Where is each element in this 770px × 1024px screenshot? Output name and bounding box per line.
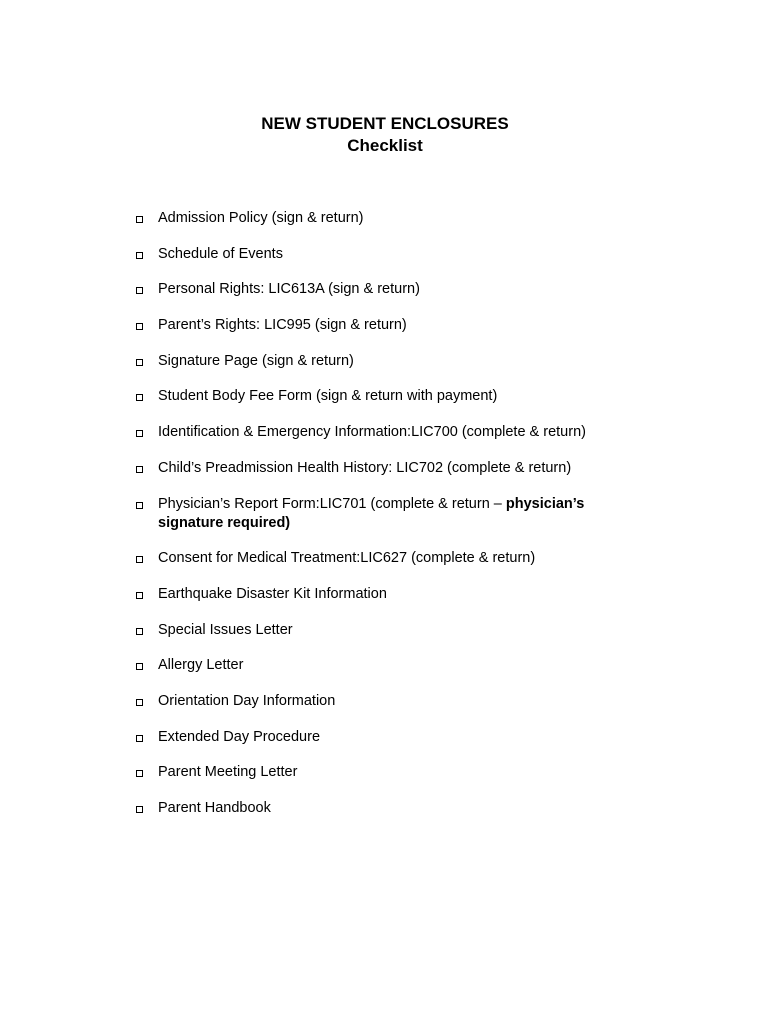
enclosures-checklist [136,209,636,835]
checklist-item-text: Earthquake Disaster Kit Information [158,585,387,602]
checklist-item [136,621,636,640]
checkbox-icon[interactable] [136,663,143,670]
checklist-item [136,763,636,782]
checkbox-icon[interactable] [136,735,143,742]
checklist-item [136,728,636,747]
document-subtitle: Checklist [347,136,423,155]
checklist-item [136,692,636,711]
checklist-item [136,549,636,568]
checkbox-icon[interactable] [136,323,143,330]
checkbox-icon[interactable] [136,252,143,259]
checklist-item-text: Schedule of Events [158,245,283,262]
checkbox-icon[interactable] [136,287,143,294]
checkbox-icon[interactable] [136,502,143,509]
checklist-item-text: Signature Page (sign & return) [158,352,354,369]
checklist-item [136,316,636,335]
checkbox-icon[interactable] [136,770,143,777]
checklist-item-text: Orientation Day Information [158,692,336,709]
checklist-item-text: Allergy Letter [158,657,244,674]
checklist-item-text: Parent Meeting Letter [158,764,298,781]
checklist-item [136,423,636,442]
checklist-item [136,245,636,264]
checklist-item [136,280,636,299]
checklist-item [136,352,636,371]
checklist-item-text: Admission Policy (sign & return) [158,210,364,226]
checkbox-icon[interactable] [136,359,143,366]
checklist-item [136,209,636,228]
checkbox-icon[interactable] [136,592,143,599]
checkbox-icon[interactable] [136,394,143,401]
checklist-item-text: Personal Rights: LIC613A (sign & return) [158,281,420,298]
checkbox-icon[interactable] [136,430,143,437]
checklist-item-text: Identification & Emergency Information:LIC700 (complete & return) [158,424,586,441]
checkbox-icon[interactable] [136,216,143,223]
checklist-item-text: Consent for Medical Treatment:LIC627 (complete & return) [158,550,536,567]
checklist-item [136,799,636,818]
document-title: NEW STUDENT ENCLOSURES [261,114,509,133]
checklist-item-text: Physician’s Report Form:LIC701 (complete & return – [158,495,506,512]
checklist-item [136,585,636,604]
title-block [0,113,770,157]
checklist-item-bold-text: physician’s signature required) [158,495,585,531]
checklist-item-text: Parent Handbook [158,800,271,816]
checkbox-icon[interactable] [136,466,143,473]
checklist-item-text: Student Body Fee Form (sign & return with payment) [158,388,498,405]
checkbox-icon[interactable] [136,556,143,563]
checkbox-icon[interactable] [136,628,143,635]
checklist-item [136,495,636,533]
checklist-item [136,459,636,478]
checklist-item-text: Extended Day Procedure [158,728,321,745]
checklist-item [136,656,636,675]
checklist-item [136,387,636,406]
checklist-item-text: Special Issues Letter [158,621,293,638]
checkbox-icon[interactable] [136,699,143,706]
checkbox-icon[interactable] [136,806,143,813]
checklist-item-text: Parent’s Rights: LIC995 (sign & return) [158,317,407,334]
checklist-item-text: Child’s Preadmission Health History: LIC702 (complete & return) [158,459,572,476]
